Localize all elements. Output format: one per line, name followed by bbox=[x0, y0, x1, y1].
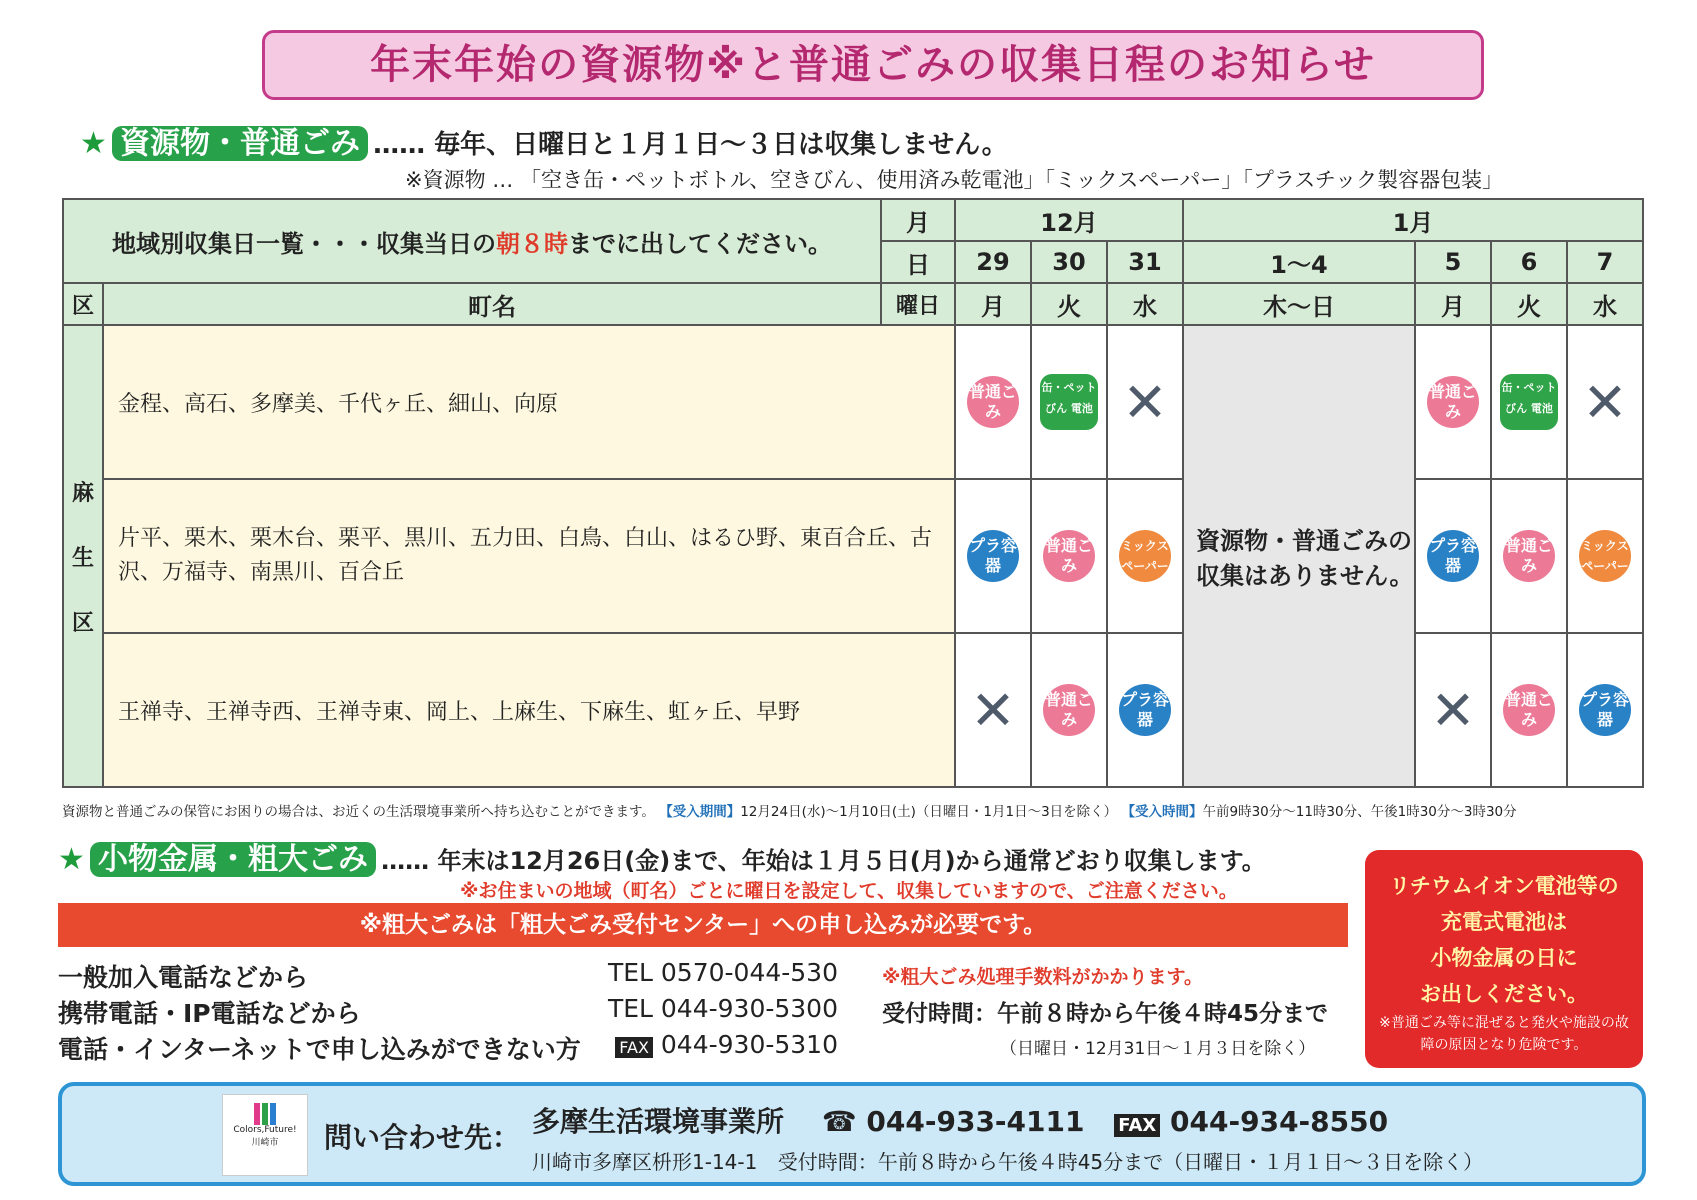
schedule-table bbox=[62, 198, 1644, 788]
section2-text: …… 年末は12月26日(金)まで、年始は１月５日(月)から通常どおり収集します。 bbox=[381, 847, 1266, 875]
section2-red-note: ※お住まいの地域（町名）ごとに曜日を設定して、収集していますので、ご注意ください。 bbox=[460, 880, 1238, 902]
can-pet-label: 缶・ペット bbox=[1041, 381, 1097, 394]
phone-type: TEL bbox=[607, 958, 653, 987]
oversized-garbage-bar: ※粗大ごみは「粗大ごみ受付センター」への申し込みが必要です。 bbox=[58, 903, 1348, 947]
weekday-cell: 火 bbox=[1491, 283, 1567, 325]
weekday-cell: 月 bbox=[1415, 283, 1491, 325]
phone-label: 携帯電話・IP電話などから bbox=[58, 999, 361, 1028]
pla-container-badge: プラ容器 bbox=[967, 530, 1019, 582]
no-collection-cell: 資源物・普通ごみの収集はありません。 bbox=[1183, 325, 1415, 787]
storage-note: 資源物と普通ごみの保管にお困りの場合は、お近くの生活環境事業所へ持ち込むことができます。 bbox=[62, 804, 655, 820]
logo-city: 川崎市 bbox=[251, 1138, 279, 1148]
phone-row bbox=[58, 1030, 838, 1066]
ward-char: 麻 bbox=[71, 480, 94, 506]
label-month: 月 bbox=[881, 199, 955, 241]
accept-time: 午前9時30分～11時30分、午後1時30分～3時30分 bbox=[1202, 804, 1517, 820]
office-tel[interactable]: 044-933-4111 bbox=[866, 1105, 1085, 1138]
lithium-line: 小物金属の日に bbox=[1430, 946, 1578, 970]
day-cell: 29 bbox=[955, 241, 1031, 283]
can-pet-bin-battery-badge bbox=[1500, 374, 1558, 430]
day-cell: 30 bbox=[1031, 241, 1107, 283]
futsu-gomi-badge: 普通ごみ bbox=[967, 376, 1019, 428]
weekday-cell: 木～日 bbox=[1183, 283, 1415, 325]
phone-icon: ☎ bbox=[821, 1105, 857, 1138]
table-heading-pre: 地域別収集日一覧・・・収集当日の bbox=[112, 229, 496, 258]
table-heading bbox=[63, 199, 881, 283]
futsu-gomi-badge: 普通ごみ bbox=[1043, 530, 1095, 582]
schedule-cell bbox=[1491, 325, 1567, 479]
fax-icon: FAX bbox=[615, 1037, 653, 1058]
can-pet-label: 缶・ペット bbox=[1501, 381, 1557, 394]
title-banner bbox=[262, 30, 1484, 100]
month-dec: 12月 bbox=[955, 199, 1183, 241]
star-icon: ★ bbox=[58, 842, 85, 877]
phone-type: TEL bbox=[607, 994, 653, 1023]
ward-cell bbox=[63, 325, 103, 787]
day-cell: 31 bbox=[1107, 241, 1183, 283]
schedule-cell bbox=[1567, 325, 1643, 479]
page-title: 年末年始の資源物※と普通ごみの収集日程のお知らせ bbox=[370, 42, 1376, 88]
phone-list bbox=[58, 958, 838, 1066]
accept-period: 12月24日(水)～1月10日(土)（日曜日・1月1日～3日を除く） bbox=[740, 804, 1118, 820]
office-hours: 受付時間：午前８時から午後４時45分まで（日曜日・１月１日～３日を除く） bbox=[777, 1150, 1484, 1174]
label-town: 町名 bbox=[103, 283, 881, 325]
schedule-cell bbox=[1415, 479, 1491, 633]
section1-heading: 資源物・普通ごみ bbox=[112, 126, 368, 161]
no-collection-cross-icon: ✕ bbox=[1582, 370, 1628, 434]
no-collection-cross-icon: ✕ bbox=[970, 678, 1016, 742]
town-list: 金程、高石、多摩美、千代ヶ丘、細山、向原 bbox=[103, 325, 955, 479]
accept-period-label: 【受入期間】 bbox=[659, 804, 741, 820]
section2-header bbox=[58, 834, 1266, 878]
phone-label: 一般加入電話などから bbox=[58, 963, 309, 992]
fee-note: ※粗大ごみ処理手数料がかかります。 bbox=[882, 966, 1203, 988]
schedule-cell bbox=[955, 479, 1031, 633]
can-pet-bin-battery-badge bbox=[1040, 374, 1098, 430]
label-day: 日 bbox=[881, 241, 955, 283]
lithium-line: お出しください。 bbox=[1420, 982, 1588, 1006]
fax-icon: FAX bbox=[1114, 1114, 1160, 1137]
schedule-cell bbox=[1031, 633, 1107, 787]
pla-container-badge: プラ容器 bbox=[1119, 684, 1171, 736]
mix-paper-badge: ミックスペーパー bbox=[1119, 530, 1171, 582]
reception-hours: 受付時間：午前８時から午後４時45分まで bbox=[882, 1001, 1329, 1027]
day-cell: 5 bbox=[1415, 241, 1491, 283]
storage-note-line bbox=[62, 800, 1652, 820]
schedule-cell bbox=[955, 325, 1031, 479]
star-icon: ★ bbox=[80, 126, 107, 161]
city-logo bbox=[222, 1094, 308, 1176]
contact-main-line bbox=[532, 1100, 1388, 1140]
label-ward: 区 bbox=[63, 283, 103, 325]
table-row bbox=[63, 325, 1643, 479]
weekday-cell: 火 bbox=[1031, 283, 1107, 325]
lithium-note: ※普通ごみ等に混ぜると発火や施設の故障の原因となり危険です。 bbox=[1379, 1015, 1629, 1053]
phone-number[interactable]: 044-930-5310 bbox=[660, 1030, 838, 1059]
schedule-cell bbox=[1567, 633, 1643, 787]
weekday-cell: 水 bbox=[1567, 283, 1643, 325]
schedule-cell bbox=[1415, 633, 1491, 787]
schedule-cell bbox=[1031, 479, 1107, 633]
battery-label: 電池 bbox=[1070, 402, 1093, 415]
lithium-battery-notice bbox=[1365, 850, 1643, 1068]
weekday-cell: 月 bbox=[955, 283, 1031, 325]
schedule-cell bbox=[1491, 633, 1567, 787]
day-cell: 7 bbox=[1567, 241, 1643, 283]
section1-note: ※資源物 … 「空き缶・ペットボトル、空きびん、使用済み乾電池」「ミックスペーパー」「プラスチック製容器包装」 bbox=[405, 168, 1504, 192]
futsu-gomi-badge: 普通ごみ bbox=[1503, 530, 1555, 582]
schedule-cell bbox=[1415, 325, 1491, 479]
section1-text: …… 毎年、日曜日と１月１日～３日は収集しません。 bbox=[373, 130, 1008, 160]
logo-text: Colors,Future! bbox=[233, 1125, 297, 1135]
phone-row bbox=[58, 994, 838, 1030]
no-collection-cross-icon: ✕ bbox=[1122, 370, 1168, 434]
table-heading-time: 朝８時 bbox=[496, 229, 568, 258]
lithium-line: 充電式電池は bbox=[1441, 910, 1567, 934]
phone-number[interactable]: 0570-044-530 bbox=[660, 958, 838, 987]
schedule-cell bbox=[1107, 633, 1183, 787]
schedule-cell bbox=[955, 633, 1031, 787]
office-fax[interactable]: 044-934-8550 bbox=[1170, 1105, 1389, 1138]
futsu-gomi-badge: 普通ごみ bbox=[1427, 376, 1479, 428]
office-name: 多摩生活環境事業所 bbox=[532, 1105, 785, 1138]
contact-box bbox=[58, 1082, 1646, 1186]
reception-exclusion: （日曜日・12月31日～１月３日を除く） bbox=[1000, 1039, 1316, 1059]
mix-paper-badge: ミックスペーパー bbox=[1579, 530, 1631, 582]
bin-label: びん bbox=[1045, 402, 1068, 415]
schedule-cell bbox=[1031, 325, 1107, 479]
month-jan: 1月 bbox=[1183, 199, 1643, 241]
town-list: 王禅寺、王禅寺西、王禅寺東、岡上、上麻生、下麻生、虹ヶ丘、早野 bbox=[103, 633, 955, 787]
phone-row bbox=[58, 958, 838, 994]
lithium-line: リチウムイオン電池等の bbox=[1389, 874, 1619, 898]
ward-char: 区 bbox=[71, 610, 94, 636]
pla-container-badge: プラ容器 bbox=[1579, 684, 1631, 736]
schedule-cell bbox=[1491, 479, 1567, 633]
bin-label: びん bbox=[1505, 402, 1528, 415]
schedule-cell bbox=[1107, 479, 1183, 633]
table-heading-post: までに出してください。 bbox=[568, 229, 832, 258]
futsu-gomi-badge: 普通ごみ bbox=[1043, 684, 1095, 736]
label-weekday: 曜日 bbox=[881, 283, 955, 325]
contact-label: 問い合わせ先： bbox=[324, 1121, 521, 1154]
day-cell: 1～4 bbox=[1183, 241, 1415, 283]
weekday-cell: 水 bbox=[1107, 283, 1183, 325]
schedule-cell bbox=[1567, 479, 1643, 633]
battery-label: 電池 bbox=[1530, 402, 1553, 415]
accept-time-label: 【受入時間】 bbox=[1121, 804, 1203, 820]
futsu-gomi-badge: 普通ごみ bbox=[1503, 684, 1555, 736]
section2-heading: 小物金属・粗大ごみ bbox=[90, 842, 376, 877]
pla-container-badge: プラ容器 bbox=[1427, 530, 1479, 582]
phone-label: 電話・インターネットで申し込みができない方 bbox=[58, 1035, 581, 1064]
contact-sub-line bbox=[532, 1146, 1483, 1175]
ward-char: 生 bbox=[71, 545, 94, 571]
no-collection-cross-icon: ✕ bbox=[1430, 678, 1476, 742]
phone-number[interactable]: 044-930-5300 bbox=[660, 994, 838, 1023]
schedule-cell bbox=[1107, 325, 1183, 479]
office-address: 川崎市多摩区枡形1-14-1 bbox=[532, 1150, 758, 1174]
town-list: 片平、栗木、栗木台、栗平、黒川、五力田、白鳥、白山、はるひ野、東百合丘、古沢、万福寺、南黒川、百合丘 bbox=[103, 479, 955, 633]
day-cell: 6 bbox=[1491, 241, 1567, 283]
section1-header bbox=[80, 118, 1008, 162]
